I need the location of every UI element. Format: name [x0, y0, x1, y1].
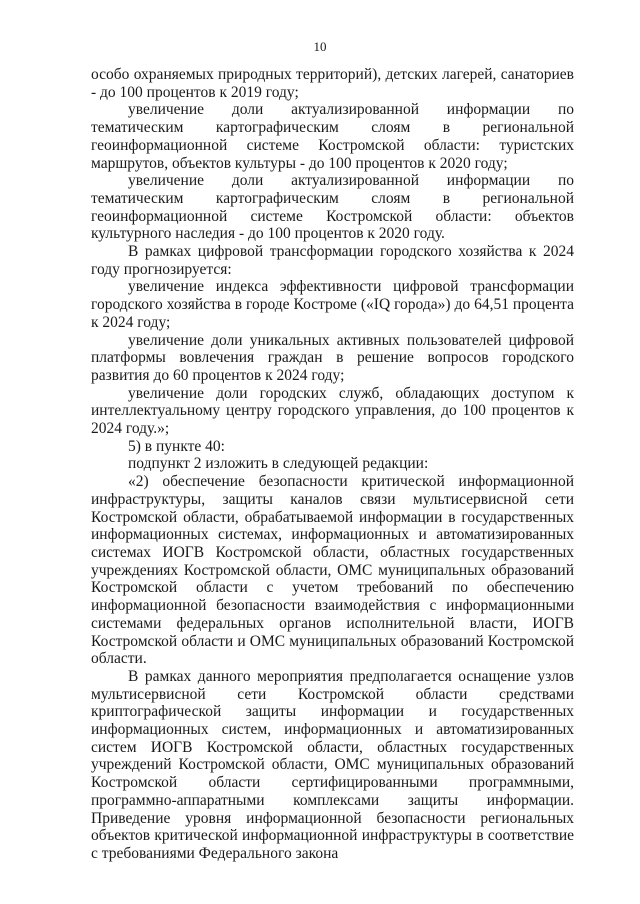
paragraph-measures: В рамках данного мероприятия предполагается оснащение узлов мультисервисной сети Костромской области средствами криптографической защиты информации и государственных информационных систем, информационных и автоматизированных систем ИОГВ Костромской области, областных государственных учреждений Костромской области, ОМС муниципальных образований Костромской области сертифицированными программными, программно-аппаратными комплексами защиты информации. Приведение уровня информационной безопасности региональных объектов критической информационной инфраструктуры в соответствие с требованиями Федерального закона: [91, 667, 574, 862]
paragraph-iq-city: увеличение индекса эффективности цифровой трансформации городского хозяйства в городе Костроме («IQ города») до 64,51 процента к 2024 году;: [91, 278, 574, 331]
paragraph-active-users: увеличение доли уникальных активных пользователей цифровой платформы вовлечения граждан в решение вопросов городского развития до 60 процентов к 2024 году;: [91, 331, 574, 384]
paragraph-urban-transformation: В рамках цифровой трансформации городского хозяйства к 2024 году прогнозируется:: [91, 243, 574, 278]
paragraph-subitem-2: подпункт 2 изложить в следующей редакции:: [128, 455, 429, 473]
paragraph-continuation: особо охраняемых природных территорий), детских лагерей, санаториев - до 100 процентов к 2019 году;: [91, 66, 574, 101]
paragraph-item-5: 5) в пункте 40:: [128, 437, 225, 455]
page-number: 10: [313, 39, 327, 54]
document-body: [91, 66, 574, 863]
paragraph-cultural-heritage: увеличение доли актуализированной информации по тематическим картографическим слоям в региональной геоинформационной системе Костромской области: объектов культурного наследия - до 100 процентов к 2020 году.: [91, 172, 574, 243]
paragraph-tourist-routes: увеличение доли актуализированной информации по тематическим картографическим слоям в региональной геоинформационной системе Костромской области: туристских маршрутов, объектов культуры - до 100 процентов к 2020 году;: [91, 101, 574, 172]
paragraph-security-provision: «2) обеспечение безопасности критической информационной инфраструктуры, защиты каналов связи мультисервисной сети Костромской области, обрабатываемой информации в государственных информационных системах, информационных и автоматизированных системах ИОГВ Костромской области, областных государственных учреждениях Костромской области, ОМС муниципальных образований Костромской области с учетом требований по обеспечению информационной безопасности взаимодействия с информационными системами федеральных органов исполнительной власти, ИОГВ Костромской области и ОМС муниципальных образований Костромской области.: [91, 473, 574, 668]
paragraph-city-services: увеличение доли городских служб, обладающих доступом к интеллектуальному центру городского управления, до 100 процентов к 2024 году.»;: [91, 384, 574, 438]
